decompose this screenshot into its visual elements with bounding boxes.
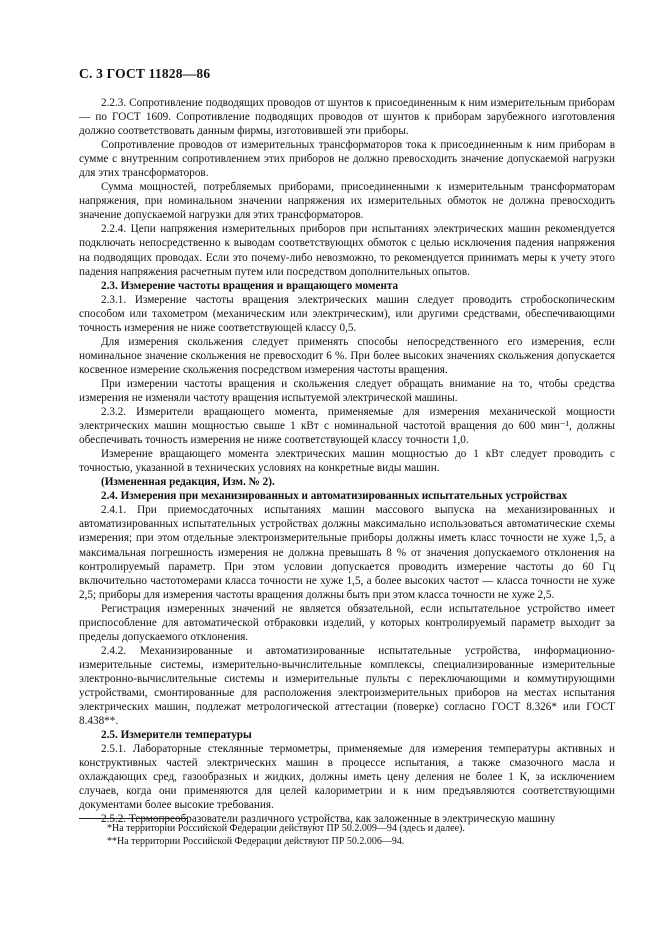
section-heading: 2.3. Измерение частоты вращения и вращающего момента	[101, 279, 399, 292]
paragraph: При измерении частоты вращения и скольжения следует обращать внимание на то, чтобы средства измерения не изменяли частоту вращения испытуемой электрической машины.	[79, 377, 615, 404]
footnote: **На территории Российской Федерации действуют ПР 50.2.006—94.	[107, 836, 405, 848]
document-body	[79, 96, 615, 826]
paragraph: 2.5.2. Термопреобразователи различного устройства, как заложенные в электрическую машину	[101, 813, 556, 826]
paragraph: 2.5.1. Лабораторные стеклянные термометры, применяемые для измерения температуры активных и конструктивных частей электрических машин в процессе испытания, а также смазочного масла и охлаждающих сред, газообразных и жидких, должны иметь цену деления не более 1 К, за исключением случаев, когда они применяются для целей калориметрии и к ним предъявляются соответствующими документами более высокие требования.	[79, 743, 615, 812]
paragraph: Сопротивление проводов от измерительных трансформаторов тока к присоединенным к ним приборам в сумме с внутренним сопротивлением этих приборов не должно превосходить значение допускаемой нагрузки для этих трансформаторов.	[79, 139, 615, 180]
paragraph: 2.2.4. Цепи напряжения измерительных приборов при испытаниях электрических машин рекомендуется подключать непосредственно к выводам соответствующих обмоток с целью исключения падения напряжения на подводящих проводах. Если это почему-либо невозможно, то рекомендуется принимать меры к учету этого падения напряжения расчетным путем или посредством дополнительных опытов.	[79, 223, 615, 278]
paragraph: 2.3.1. Измерение частоты вращения электрических машин следует проводить стробоскопическим способом или тахометром (механическим или электрическим), или другими средствами, обеспечивающими точность измерения не ниже соответствующей классу 0,5.	[79, 293, 615, 334]
amendment-note: (Измененная редакция, Изм. № 2).	[101, 476, 275, 489]
paragraph: Регистрация измеренных значений не является обязательной, если испытательное устройство имеет приспособление для автоматической отбраковки изделий, у которых контролируемый параметр выходит за пределы допускаемого отклонения.	[79, 602, 615, 643]
page-header: С. 3 ГОСТ 11828—86	[79, 66, 211, 81]
paragraph: 2.2.3. Сопротивление подводящих проводов от шунтов к присоединенным к ним измерительным приборам — по ГОСТ 1609. Сопротивление подводящих проводов от шунтов к приборам зарубежного изготовления должно соответствовать данным фирмы, изготовившей эти приборы.	[79, 97, 615, 138]
footnote: *На территории Российской Федерации действуют ПР 50.2.009—94 (здесь и далее).	[107, 823, 465, 834]
paragraph: Для измерения скольжения следует применять способы непосредственного его измерения, если номинальное значение скольжения не превосходит 6 %. При более высоких значениях скольжения допускается косвенное измерение скольжения посредством измерения частоты вращения.	[79, 335, 615, 376]
paragraph: 2.4.2. Механизированные и автоматизированные испытательные устройства, информационно-измерительные системы, измерительно-вычислительные комплексы, специализированные измерительные электронно-вычислительные системы и измерительные пульты с переключающими и коммутирующими устройствами, смонтированные для расположения электроизмерительных приборов на местах испытания электрических машин, подлежат метрологической аттестации (поверке) согласно ГОСТ 8.326* или ГОСТ 8.438**.	[79, 644, 615, 728]
paragraph: Измерение вращающего момента электрических машин мощностью до 1 кВт следует проводить с точностью, указанной в технических условиях на конкретные виды машин.	[79, 448, 615, 475]
footnote-divider	[79, 818, 187, 819]
paragraph: 2.4.1. При приемосдаточных испытаниях машин массового выпуска на механизированных и автоматизированных испытательных устройствах должны максимально использоваться автоматические схемы измерения; при этом отдельные электроизмерительные приборы должны иметь класс точности не хуже 1,5, а максимальная погрешность измерения не должна превышать 8 % от значения допускаемого отклонения на контролируемый параметр. При этом условии допускается проводить измерение частоты до 60 Гц включительно частотомерами класса точности не хуже 1,5, а более высоких частот — класса точности не хуже 2,5; приборы для измерения частоты вращения должны быть при этом класса точности не хуже 2,5.	[79, 504, 615, 601]
paragraph: 2.3.2. Измерители вращающего момента, применяемые для измерения механической мощности электрических машин мощностью свыше 1 кВт с номинальной частотой вращения до 600 мин⁻¹, должны обеспечивать точность измерения не ниже соответствующей классу точности 1,0.	[79, 406, 615, 447]
section-heading: 2.4. Измерения при механизированных и автоматизированных испытательных устройствах	[101, 490, 568, 503]
paragraph: Сумма мощностей, потребляемых приборами, присоединенными к измерительным трансформаторам напряжения, при номинальном значении напряжения их измерительных обмоток не должна превосходить значение допускаемой нагрузки для этих трансформаторов.	[79, 181, 615, 222]
section-heading: 2.5. Измерители температуры	[101, 729, 252, 742]
footnotes	[79, 822, 615, 849]
